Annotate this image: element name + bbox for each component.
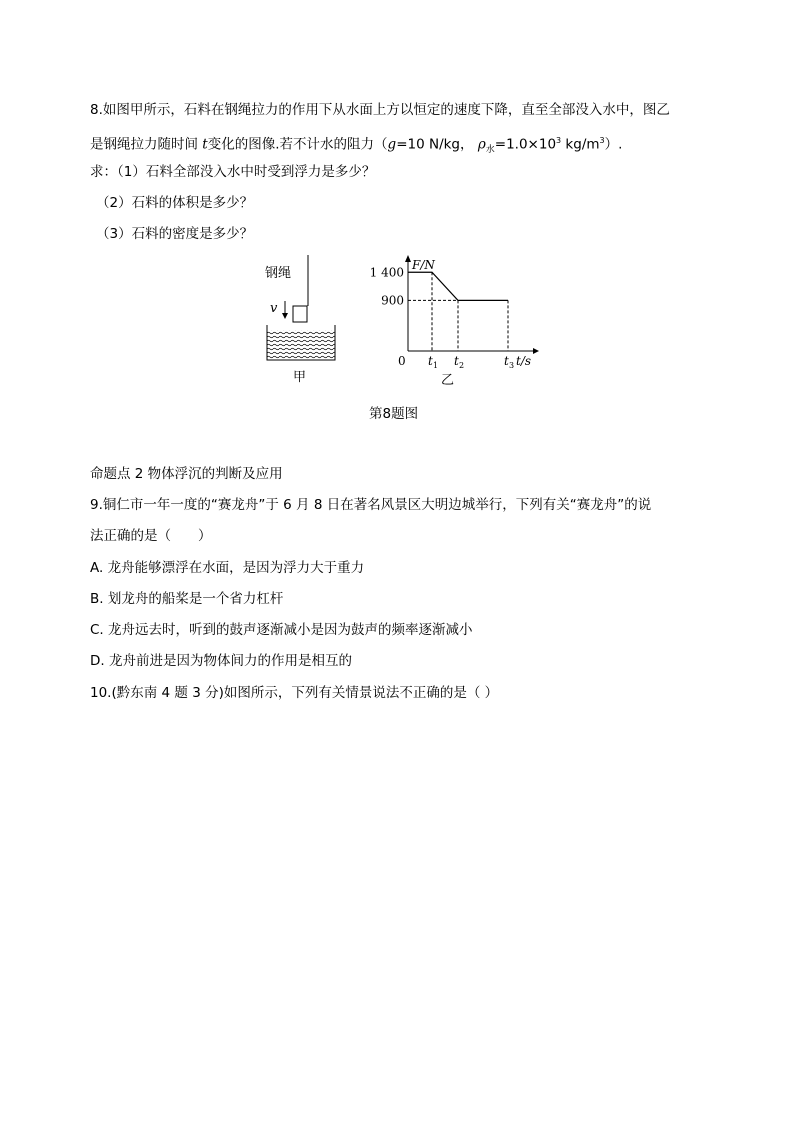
x-tick-label: t — [428, 354, 433, 368]
q8-line1: 8.如图甲所示，石料在钢绳拉力的作用下从水面上方以恒定的速度下降，直至全部没入水中，图乙 — [90, 102, 670, 118]
x-tick-subscript: 1 — [433, 361, 439, 370]
q8-line2: 是钢绳拉力随时间 t变化的图像.若不计水的阻力（g=10 N/kg， $\rho_水=1.0\times 10^3$ $kg/m^3$）. — [90, 136, 623, 156]
q8-ask: 求：（1）石料全部没入水中时受到浮力是多少？ — [90, 164, 376, 180]
q8-sub2: （2）石料的体积是多少？ — [96, 195, 254, 211]
stone-block — [293, 306, 307, 322]
q9-line1: 9.铜仁市一年一度的“赛龙舟”于 6 月 8 日在著名风景区大明边城举行，下列有关“赛龙舟”的说 — [90, 497, 652, 513]
series-line — [408, 272, 508, 300]
x-tick-subscript: 2 — [459, 361, 465, 370]
q9-option-d: D. 龙舟前进是因为物体间力的作用是相互的 — [90, 653, 352, 669]
figure-yi-chart — [370, 255, 539, 370]
water — [267, 330, 335, 360]
origin-label: 0 — [398, 354, 406, 368]
y-axis-arrow — [405, 255, 411, 262]
x-axis-arrow — [533, 348, 539, 354]
x-axis-label: t/s — [516, 354, 532, 368]
q10-line1: 10.(黔东南 4 题 3 分)如图所示，下列有关情景说法不正确的是（ ） — [90, 685, 499, 701]
q8-sub3: （3）石料的密度是多少？ — [96, 226, 254, 242]
x-tick-label: t — [454, 354, 459, 368]
q9-option-c: C. 龙舟远去时，听到的鼓声逐渐减小是因为鼓声的频率逐渐减小 — [90, 622, 473, 638]
q8-figure — [255, 255, 545, 395]
y-axis-label: F/N — [412, 258, 435, 272]
rope-label: 钢绳 — [265, 266, 292, 281]
y-tick-label: 900 — [381, 293, 404, 308]
section-heading: 命题点 2 物体浮沉的判断及应用 — [90, 466, 283, 482]
y-tick-label: 1 400 — [369, 265, 404, 280]
q9-option-a: A. 龙舟能够漂浮在水面，是因为浮力大于重力 — [90, 560, 365, 576]
x-tick-subscript: 3 — [509, 361, 515, 370]
figure-caption: 第8题图 — [369, 406, 419, 422]
jia-caption: 甲 — [293, 370, 307, 385]
x-tick-label: t — [504, 354, 509, 368]
figure-jia — [265, 255, 335, 385]
q9-option-b: B. 划龙舟的船桨是一个省力杠杆 — [90, 591, 284, 607]
yi-caption: 乙 — [441, 373, 455, 388]
v-label: v — [270, 301, 278, 316]
q9-line2: 法正确的是（ ） — [90, 528, 212, 544]
